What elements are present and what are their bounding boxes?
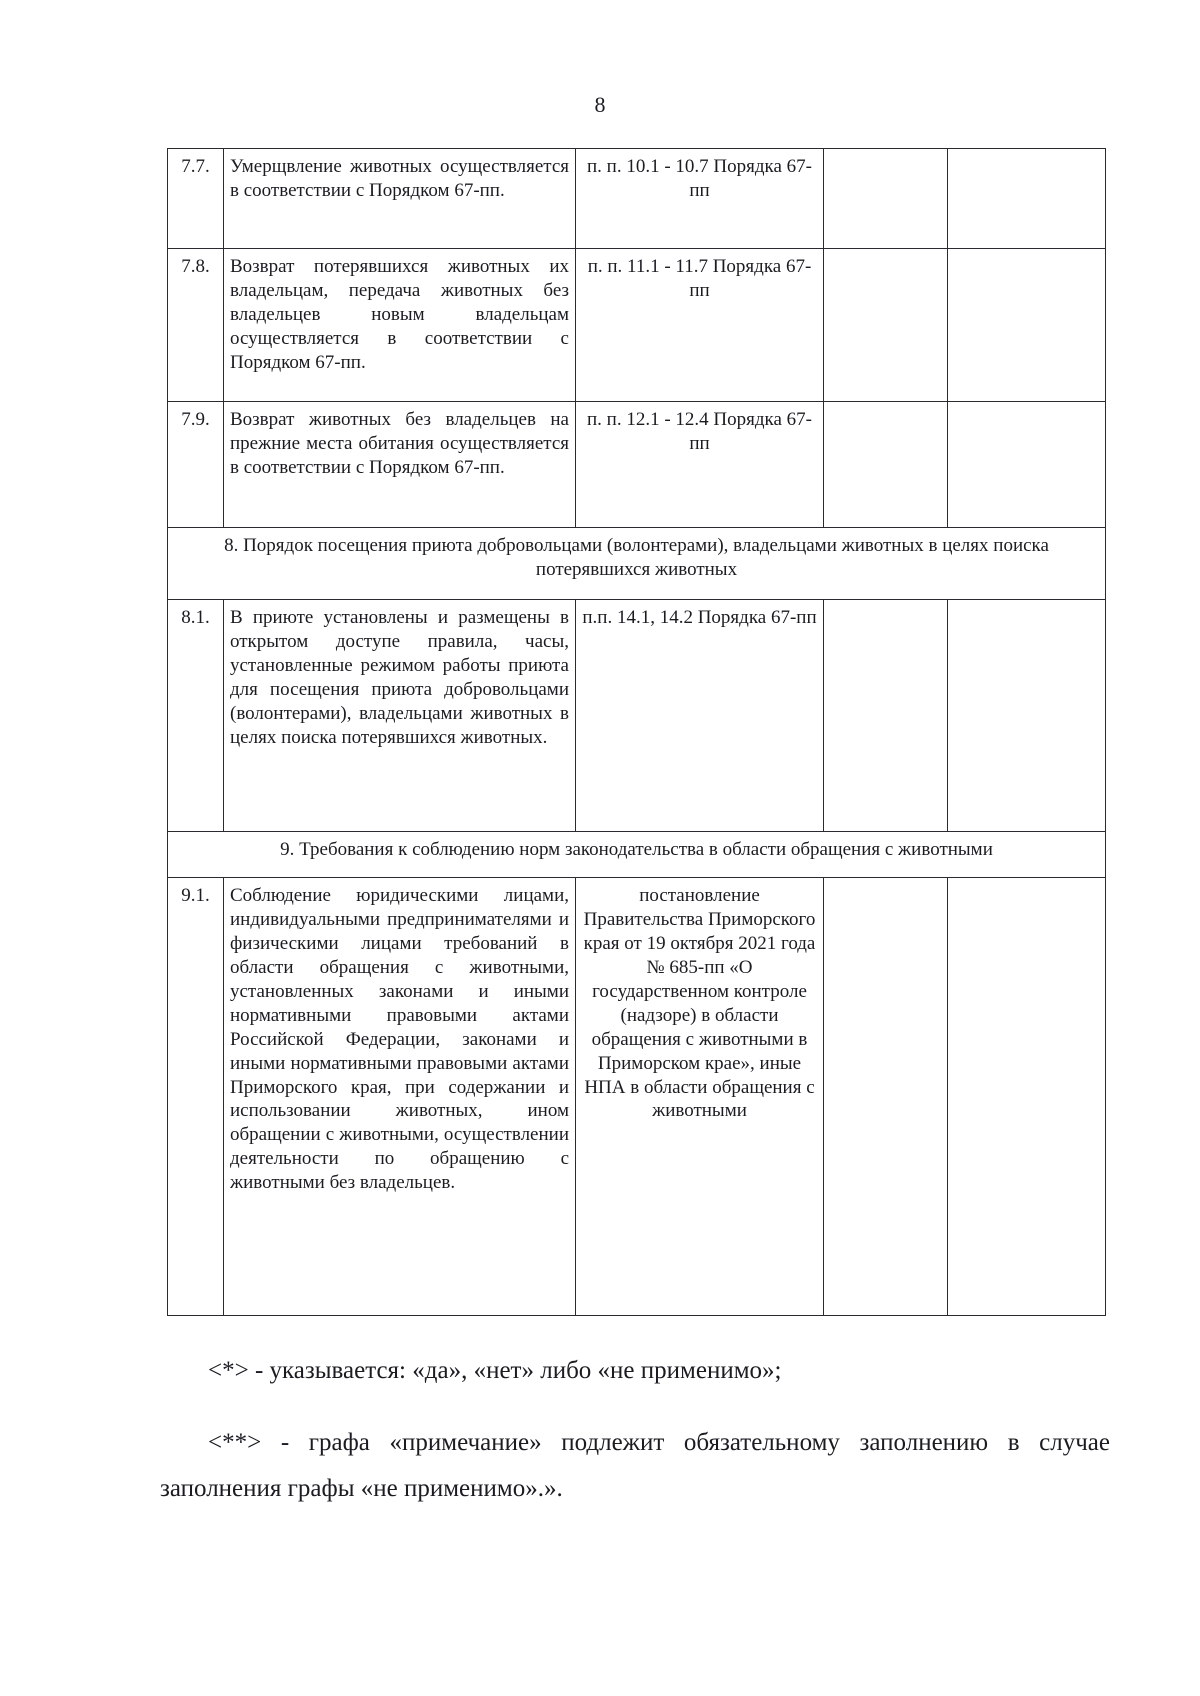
item-number: 7.9.	[168, 402, 224, 528]
requirement-text: Умерщвление животных осуществляется в соответствии с Порядком 67-пп.	[224, 149, 576, 249]
footnote-double-star: <**> - графа «примечание» подлежит обязательному заполнению в случае заполнения графы «не применимо».».	[160, 1429, 1110, 1502]
requirement-text: Возврат потерявшихся животных их владельцам, передача животных без владельцев новым владельцам осуществляется в соответствии с Порядком 67-пп.	[224, 249, 576, 402]
table-row	[168, 600, 1106, 832]
answer-cell	[824, 402, 948, 528]
table-row	[168, 402, 1106, 528]
answer-cell	[824, 878, 948, 1316]
table-row	[168, 149, 1106, 249]
answer-cell	[824, 249, 948, 402]
note-cell	[948, 402, 1106, 528]
table-row	[168, 249, 1106, 402]
answer-cell	[824, 149, 948, 249]
legal-reference: п. п. 10.1 - 10.7 Порядка 67-пп	[576, 149, 824, 249]
footnote-single-star: <*> - указывается: «да», «нет» либо «не применимо»;	[208, 1357, 782, 1384]
section-heading: 9. Требования к соблюдению норм законодательства в области обращения с животными	[168, 832, 1106, 878]
note-cell	[948, 878, 1106, 1316]
legal-reference: п. п. 12.1 - 12.4 Порядка 67-пп	[576, 402, 824, 528]
item-number: 9.1.	[168, 878, 224, 1316]
section-row	[168, 832, 1106, 878]
note-cell	[948, 149, 1106, 249]
requirement-text: В приюте установлены и размещены в открытом доступе правила, часы, установленные режимом работы приюта для посещения приюта добровольцами (волонтерами), владельцами животных в целях поиска потерявшихся животных.	[224, 600, 576, 832]
legal-reference: п.п. 14.1, 14.2 Порядка 67-пп	[576, 600, 824, 832]
section-row	[168, 528, 1106, 600]
table-row	[168, 878, 1106, 1316]
note-cell	[948, 600, 1106, 832]
section-heading: 8. Порядок посещения приюта добровольцами (волонтерами), владельцами животных в целях поиска потерявшихся животных	[168, 528, 1106, 600]
requirement-text: Соблюдение юридическими лицами, индивидуальными предпринимателями и физическими лицами требований в области обращения с животными, установленных законами и иными нормативными правовыми актами Российской Федерации, законами и иными нормативными правовыми актами Приморского края, при содержании и использовании животных, ином обращении с животными, осуществлении деятельности по обращению с животными без владельцев.	[224, 878, 576, 1316]
legal-reference: п. п. 11.1 - 11.7 Порядка 67-пп	[576, 249, 824, 402]
item-number: 8.1.	[168, 600, 224, 832]
page-number: 8	[594, 92, 606, 117]
legal-reference: постановление Правительства Приморского края от 19 октября 2021 года № 685-пп «О государственном контроле (надзоре) в области обращения с животными в Приморском крае», иные НПА в области обращения с животными	[576, 878, 824, 1316]
item-number: 7.8.	[168, 249, 224, 402]
answer-cell	[824, 600, 948, 832]
checklist-table	[167, 148, 1106, 1316]
item-number: 7.7.	[168, 149, 224, 249]
note-cell	[948, 249, 1106, 402]
requirement-text: Возврат животных без владельцев на прежние места обитания осуществляется в соответствии с Порядком 67-пп.	[224, 402, 576, 528]
